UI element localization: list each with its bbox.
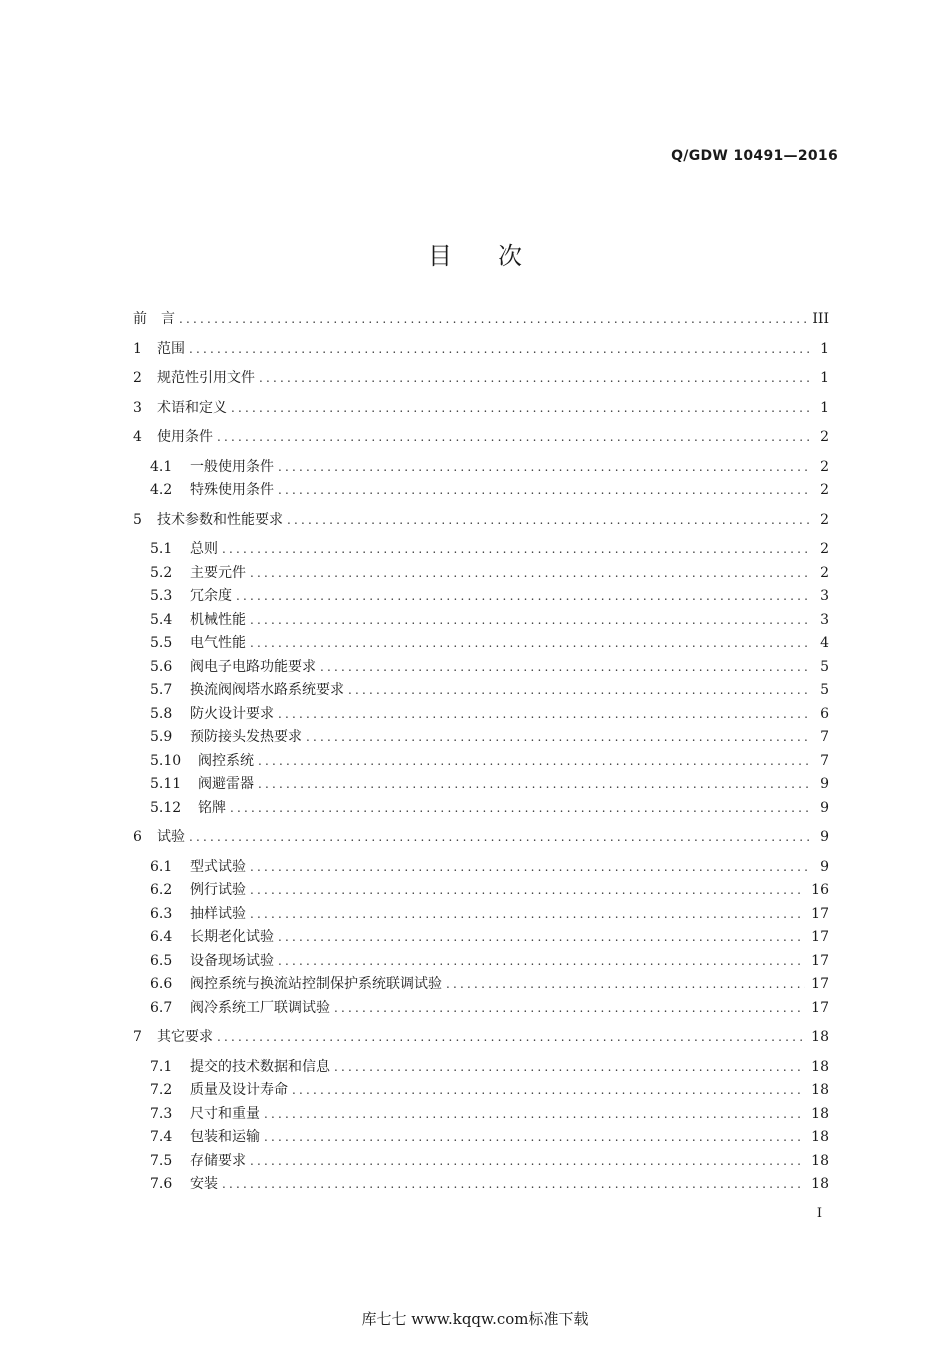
toc-entry-number: 7.2 — [150, 1082, 173, 1098]
toc-entry[interactable] — [150, 609, 829, 631]
toc-entry-page: 1 — [820, 340, 829, 357]
toc-entry-number: 5.2 — [150, 564, 173, 581]
toc-leader-dots — [446, 973, 805, 995]
toc-leader-dots — [334, 1056, 805, 1078]
toc-entry-label: 主要元件 — [190, 564, 246, 581]
toc-entry-number: 2 — [133, 370, 142, 386]
toc-leader-dots — [278, 926, 805, 948]
toc-entry-page: 17 — [811, 976, 829, 992]
toc-entry-label: 长期老化试验 — [190, 929, 274, 945]
toc-entry-label: 前 言 — [133, 311, 175, 327]
toc-leader-dots — [320, 656, 811, 678]
toc-entry[interactable] — [150, 456, 829, 478]
toc-leader-dots — [258, 750, 811, 772]
toc-entry-number: 6.1 — [150, 858, 173, 875]
toc-leader-dots — [278, 479, 811, 501]
toc-entry-page: 9 — [820, 858, 829, 875]
toc-entry-number: 5.8 — [150, 705, 173, 722]
toc-entry-number: 7.5 — [150, 1152, 173, 1169]
toc-entry-label: 阀控系统 — [198, 752, 254, 769]
toc-entry[interactable] — [150, 856, 829, 878]
toc-entry-number: 4.1 — [150, 458, 173, 475]
toc-entry-page: 3 — [820, 611, 829, 628]
toc-entry-page: 18 — [811, 1152, 829, 1169]
toc-entry-number: 4.2 — [150, 482, 173, 498]
toc-entry-page: 17 — [811, 999, 829, 1016]
toc-leader-dots — [287, 509, 811, 531]
toc-entry-label: 阀冷系统工厂联调试验 — [190, 999, 330, 1016]
toc-entry-label: 铭牌 — [198, 799, 226, 816]
toc-entry-page: 18 — [811, 1176, 829, 1192]
toc-entry-page: 17 — [811, 929, 829, 945]
footer-watermark: 库七七 www.kqqw.com标准下载 — [361, 1310, 589, 1328]
toc-leader-dots — [250, 879, 805, 901]
toc-leader-dots — [250, 903, 805, 925]
toc-entry-number: 7.4 — [150, 1129, 173, 1145]
toc-leader-dots — [278, 456, 811, 478]
toc-entry-label: 阀电子电路功能要求 — [190, 658, 316, 675]
toc-entry[interactable] — [150, 797, 829, 819]
toc-entry[interactable] — [150, 997, 829, 1019]
toc-leader-dots — [189, 826, 811, 848]
toc-entry-page: 17 — [811, 952, 829, 969]
toc-entry-label: 存储要求 — [190, 1152, 246, 1169]
toc-entry[interactable] — [133, 426, 829, 448]
toc-entry[interactable] — [133, 308, 829, 330]
toc-entry-label: 范围 — [157, 340, 185, 357]
toc-entry-number: 5.7 — [150, 682, 173, 698]
toc-entry[interactable] — [150, 973, 829, 995]
toc-entry[interactable] — [133, 1026, 829, 1048]
toc-entry-label: 试验 — [157, 829, 185, 845]
toc-leader-dots — [189, 338, 811, 360]
toc-entry-page: 18 — [811, 1058, 829, 1075]
toc-entry-label: 技术参数和性能要求 — [157, 511, 283, 528]
toc-leader-dots — [264, 1126, 805, 1148]
toc-entry[interactable] — [150, 750, 829, 772]
toc-entry-number: 6 — [133, 829, 142, 845]
toc-entry-number: 5 — [133, 511, 142, 528]
toc-entry[interactable] — [150, 879, 829, 901]
document-code: Q/GDW 10491—2016 — [671, 148, 838, 164]
toc-entry-number: 5.4 — [150, 611, 173, 628]
toc-leader-dots — [292, 1079, 805, 1101]
toc-leader-dots — [250, 632, 811, 654]
toc-entry-number: 7.1 — [150, 1058, 173, 1075]
toc-entry-label: 预防接头发热要求 — [190, 729, 302, 745]
toc-entry-page: 2 — [820, 429, 829, 445]
toc-entry[interactable] — [150, 1150, 829, 1172]
toc-entry-label: 阀控系统与换流站控制保护系统联调试验 — [190, 976, 442, 992]
toc-entry-page: 1 — [820, 399, 829, 416]
toc-entry-label: 一般使用条件 — [190, 458, 274, 475]
toc-entry-page: 2 — [820, 564, 829, 581]
toc-entry-number: 6.6 — [150, 976, 173, 992]
toc-leader-dots — [306, 726, 811, 748]
toc-leader-dots — [264, 1103, 805, 1125]
toc-leader-dots — [278, 950, 805, 972]
toc-entry[interactable] — [133, 367, 829, 389]
toc-leader-dots — [179, 308, 806, 330]
toc-leader-dots — [250, 609, 811, 631]
toc-entry-page: 18 — [811, 1082, 829, 1098]
toc-entry-label: 安装 — [190, 1176, 218, 1192]
toc-entry-page: 4 — [820, 635, 829, 651]
toc-entry-page: 18 — [811, 1105, 829, 1122]
toc-entry-number: 7.3 — [150, 1105, 173, 1122]
toc-entry-number: 6.2 — [150, 882, 173, 898]
toc-leader-dots — [222, 538, 811, 560]
toc-entry-label: 例行试验 — [190, 882, 246, 898]
toc-entry-label: 抽样试验 — [190, 905, 246, 922]
toc-entry-number: 6.5 — [150, 952, 173, 969]
toc-entry-label: 型式试验 — [190, 858, 246, 875]
toc-entry-page: 9 — [820, 776, 829, 792]
toc-leader-dots — [222, 1173, 805, 1195]
toc-entry-label: 其它要求 — [157, 1029, 213, 1045]
toc-entry[interactable] — [150, 926, 829, 948]
toc-entry[interactable] — [150, 1079, 829, 1101]
toc-leader-dots — [250, 1150, 805, 1172]
toc-entry-label: 防火设计要求 — [190, 705, 274, 722]
toc-entry-page: 1 — [820, 370, 829, 386]
toc-entry-label: 规范性引用文件 — [157, 370, 255, 386]
toc-entry-page: 3 — [820, 588, 829, 604]
toc-entry-page: 7 — [820, 729, 829, 745]
toc-entry-number: 5.12 — [150, 799, 182, 816]
toc-entry[interactable] — [133, 509, 829, 531]
toc-entry-number: 5.10 — [150, 752, 182, 769]
toc-entry-number: 7.6 — [150, 1176, 173, 1192]
toc-entry[interactable] — [150, 1173, 829, 1195]
toc-entry-page: 5 — [820, 682, 829, 698]
page-number: I — [816, 1206, 822, 1221]
toc-entry-number: 5.5 — [150, 635, 173, 651]
toc-entry-label: 设备现场试验 — [190, 952, 274, 969]
toc-leader-dots — [334, 997, 805, 1019]
toc-entry[interactable] — [133, 397, 829, 419]
toc-leader-dots — [236, 585, 811, 607]
toc-entry-number: 1 — [133, 340, 142, 357]
toc-leader-dots — [348, 679, 811, 701]
toc-leader-dots — [217, 1026, 805, 1048]
toc-entry-number: 7 — [133, 1029, 142, 1045]
toc-entry-page: 2 — [820, 458, 829, 475]
toc-entry[interactable] — [150, 1056, 829, 1078]
toc-entry-page: 7 — [820, 752, 829, 769]
toc-title: 目次 — [428, 242, 568, 270]
toc-entry-page: 2 — [820, 541, 829, 557]
toc-leader-dots — [278, 703, 811, 725]
toc-entry[interactable] — [150, 538, 829, 560]
toc-entry[interactable] — [133, 338, 829, 360]
toc-entry-number: 5.11 — [150, 776, 182, 792]
toc-entry-page: 6 — [820, 705, 829, 722]
toc-entry-label: 冗余度 — [190, 588, 232, 604]
toc-entry-label: 提交的技术数据和信息 — [190, 1058, 330, 1075]
toc-entry-number: 6.7 — [150, 999, 173, 1016]
toc-entry-label: 阀避雷器 — [198, 776, 254, 792]
toc-entry-label: 质量及设计寿命 — [190, 1082, 288, 1098]
toc-leader-dots — [217, 426, 811, 448]
toc-leader-dots — [258, 773, 811, 795]
toc-leader-dots — [230, 797, 811, 819]
toc-entry[interactable] — [150, 479, 829, 501]
toc-entry[interactable] — [150, 703, 829, 725]
toc-entry-page: 9 — [820, 829, 829, 845]
toc-entry[interactable] — [150, 903, 829, 925]
toc-entry[interactable] — [150, 656, 829, 678]
toc-entry-label: 特殊使用条件 — [190, 482, 274, 498]
toc-entry-page: 18 — [811, 1029, 829, 1045]
toc-entry-page: 9 — [820, 799, 829, 816]
toc-entry-number: 5.1 — [150, 541, 173, 557]
toc-entry-number: 4 — [133, 429, 142, 445]
toc-leader-dots — [250, 562, 811, 584]
toc-entry[interactable] — [150, 773, 829, 795]
toc-entry-page: III — [812, 311, 829, 327]
toc-entry[interactable] — [150, 679, 829, 701]
toc-entry-label: 总则 — [190, 541, 218, 557]
toc-entry[interactable] — [150, 1103, 829, 1125]
toc-entry-number: 5.3 — [150, 588, 173, 604]
toc-entry-page: 2 — [820, 511, 829, 528]
toc-entry-label: 尺寸和重量 — [190, 1105, 260, 1122]
toc-entry[interactable] — [150, 585, 829, 607]
toc-entry-label: 机械性能 — [190, 611, 246, 628]
toc-entry-number: 3 — [133, 399, 142, 416]
toc-leader-dots — [250, 856, 811, 878]
toc-entry[interactable] — [150, 632, 829, 654]
toc-entry-label: 使用条件 — [157, 429, 213, 445]
toc-leader-dots — [231, 397, 811, 419]
toc-entry-number: 6.3 — [150, 905, 173, 922]
toc-entry[interactable] — [150, 1126, 829, 1148]
toc-entry-label: 换流阀阀塔水路系统要求 — [190, 682, 344, 698]
toc-entry-label: 术语和定义 — [157, 399, 227, 416]
toc-entry-number: 6.4 — [150, 929, 173, 945]
toc-entry[interactable] — [150, 562, 829, 584]
toc-entry[interactable] — [150, 726, 829, 748]
toc-entry-page: 5 — [820, 658, 829, 675]
toc-entry-page: 17 — [811, 905, 829, 922]
toc-leader-dots — [259, 367, 811, 389]
toc-entry[interactable] — [133, 826, 829, 848]
toc-entry-page: 18 — [811, 1129, 829, 1145]
toc-entry-number: 5.9 — [150, 729, 173, 745]
toc-entry[interactable] — [150, 950, 829, 972]
toc-entry-label: 电气性能 — [190, 635, 246, 651]
toc-entry-number: 5.6 — [150, 658, 173, 675]
toc-entry-page: 16 — [811, 882, 829, 898]
toc-entry-page: 2 — [820, 482, 829, 498]
toc-entry-label: 包装和运输 — [190, 1129, 260, 1145]
